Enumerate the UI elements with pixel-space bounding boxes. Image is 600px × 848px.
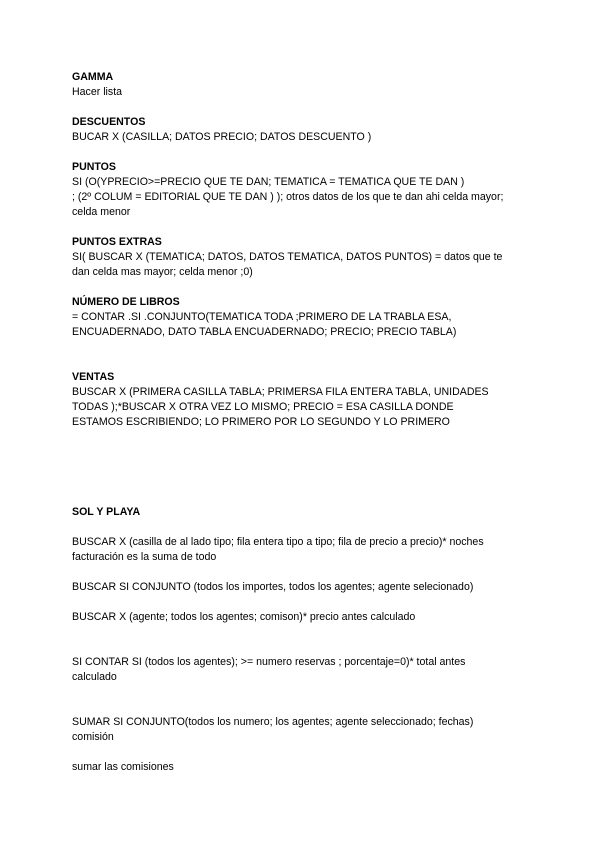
section-puntos: [72, 160, 532, 220]
section-heading: DESCUENTOS: [72, 116, 146, 128]
section-line: = CONTAR .SI .CONJUNTO(TEMATICA TODA ;PRIMERO DE LA TRABLA ESA,: [72, 311, 452, 323]
section-line: TODAS );*BUSCAR X OTRA VEZ LO MISMO; PRECIO = ESA CASILLA DONDE: [72, 401, 454, 413]
section-puntos-extras: [72, 235, 532, 280]
sol-line: facturación es la suma de todo: [72, 551, 217, 563]
sol-paragraph: [72, 760, 532, 775]
section-numero-de-libros: [72, 295, 532, 340]
sol-line: sumar las comisiones: [72, 761, 174, 773]
section-line: dan celda mas mayor; celda menor ;0): [72, 266, 253, 278]
section-heading: GAMMA: [72, 71, 114, 83]
section-line: celda menor: [72, 206, 131, 218]
section-heading: PUNTOS: [72, 161, 116, 173]
section-ventas: [72, 370, 532, 430]
sol-paragraph: [72, 655, 532, 685]
section-line: SI( BUSCAR X (TEMATICA; DATOS, DATOS TEMATICA, DATOS PUNTOS) = datos que te: [72, 251, 503, 263]
section-line: Hacer lista: [72, 86, 123, 98]
sol-paragraph: [72, 715, 532, 745]
document-page: [72, 70, 532, 775]
sol-line: BUSCAR X (casilla de al lado tipo; fila entera tipo a tipo; fila de precio a precio)* noches: [72, 536, 484, 548]
sol-line: BUSCAR SI CONJUNTO (todos los importes, todos los agentes; agente selecionado): [72, 581, 474, 593]
section-heading: NÚMERO DE LIBROS: [72, 296, 180, 308]
sol-line: SUMAR SI CONJUNTO(todos los numero; los agentes; agente seleccionado; fechas): [72, 716, 474, 728]
section-gamma: [72, 70, 532, 100]
sol-line: comisión: [72, 731, 114, 743]
sol-line: calculado: [72, 671, 117, 683]
section-heading: PUNTOS EXTRAS: [72, 236, 162, 248]
section-heading: SOL Y PLAYA: [72, 506, 141, 518]
sol-paragraph: [72, 535, 532, 565]
section-line: BUSCAR X (PRIMERA CASILLA TABLA; PRIMERSA FILA ENTERA TABLA, UNIDADES: [72, 386, 489, 398]
sol-paragraph: [72, 610, 532, 625]
sol-line: BUSCAR X (agente; todos los agentes; comison)* precio antes calculado: [72, 611, 416, 623]
section-line: ESTAMOS ESCRIBIENDO; LO PRIMERO POR LO SEGUNDO Y LO PRIMERO: [72, 416, 450, 428]
sol-paragraph: [72, 580, 532, 595]
section-line: SI (O(YPRECIO>=PRECIO QUE TE DAN; TEMATICA = TEMATICA QUE TE DAN ): [72, 176, 465, 188]
section-heading: VENTAS: [72, 371, 115, 383]
sol-line: SI CONTAR SI (todos los agentes); >= numero reservas ; porcentaje=0)* total antes: [72, 656, 466, 668]
section-line: BUCAR X (CASILLA; DATOS PRECIO; DATOS DESCUENTO ): [72, 131, 372, 143]
section-line: ENCUADERNADO, DATO TABLA ENCUADERNADO; PRECIO; PRECIO TABLA): [72, 326, 457, 338]
section-line: ; (2º COLUM = EDITORIAL QUE TE DAN ) ); otros datos de los que te dan ahi celda mayor;: [72, 191, 504, 203]
section-descuentos: [72, 115, 532, 145]
section-sol-y-playa: [72, 505, 532, 775]
